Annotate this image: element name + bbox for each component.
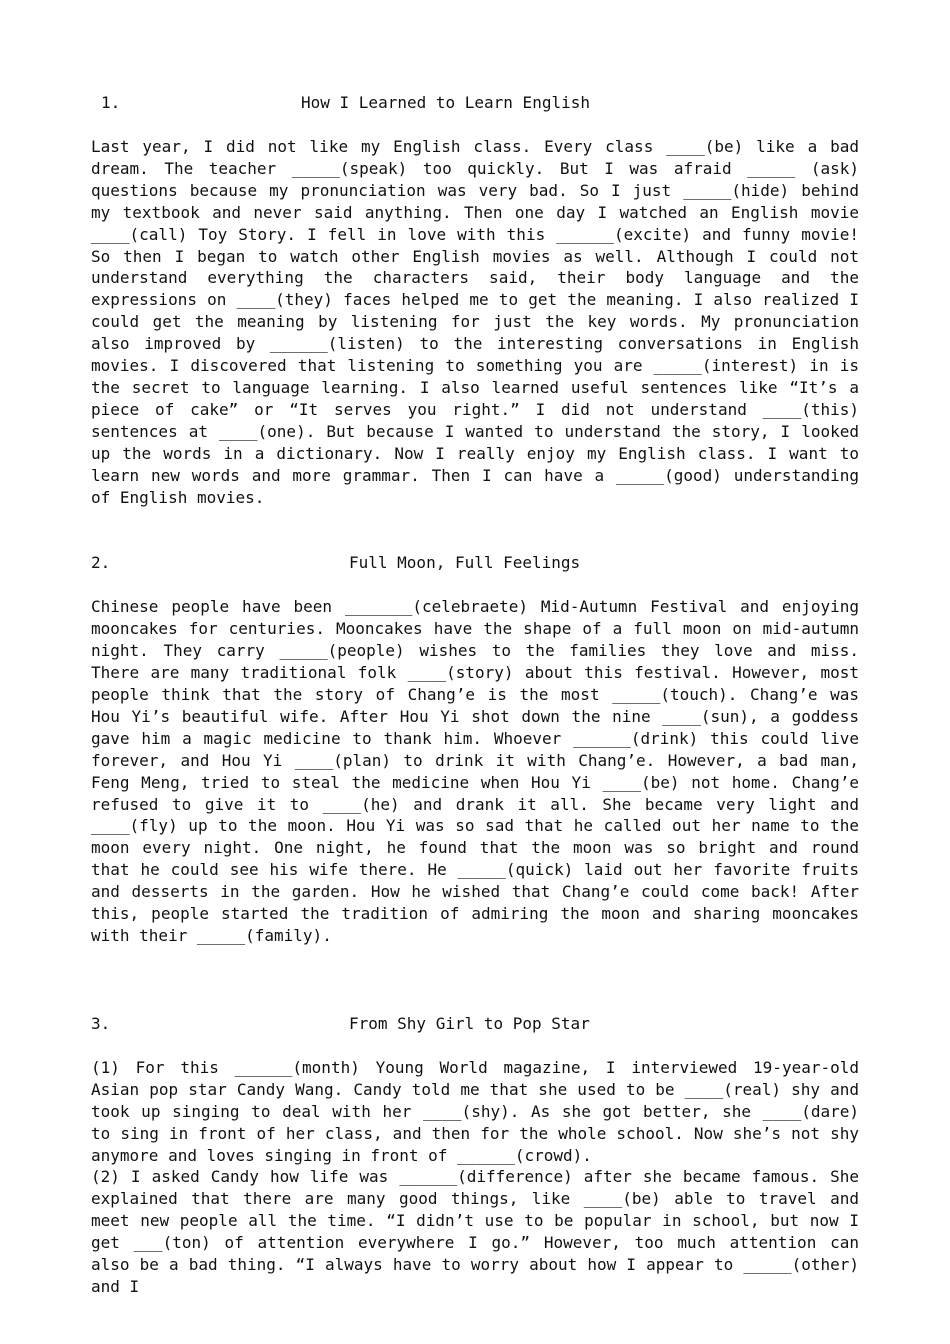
- paragraph: (1) For this ______(month) Young World magazine, I interviewed 19-year-old Asian pop star Candy Wang. Candy told me that she used to be ____(real) shy and took up singing to deal with her ____(shy). As she got better, she ____(dare) to sing in front of her class, and then for the whole school. Now she’s not shy anymore and loves singing in front of ______(crowd).: [91, 1057, 859, 1165]
- section-title: How I Learned to Learn English: [301, 93, 590, 112]
- section-heading: [91, 552, 859, 574]
- paragraph: (2) I asked Candy how life was ______(difference) after she became famous. She explained that there are many good things, like ____(be) able to travel and meet new people all the time. “I didn’t use to be popular in school, but now I get ___(ton) of attention everywhere I go.” However, too much attention can also be a bad thing. “I always have to worry about how I appear to _____(other) and I: [91, 1167, 859, 1296]
- document-page: [91, 92, 859, 1298]
- section-title: Full Moon, Full Feelings: [349, 553, 581, 573]
- paragraph: Last year, I did not like my English class. Every class ____(be) like a bad dream. The teacher _____(speak) too quickly. But I was afraid _____ (ask) questions because my pronunciation was very bad. So I just _____(hide) behind my textbook and never said anything. Then one day I watched an English movie ____(call) Toy Story. I fell in love with this ______(excite) and funny movie! So then I began to watch other English movies as well. Although I could not understand everything the characters said, their body language and the expressions on ____(they) faces helped me to get the meaning. I also realized I could get the meaning by listening for just the key words. My pronunciation also improved by ______(listen) to the interesting conversations in English movies. I discovered that listening to something you are _____(interest) in is the secret to language learning. I also learned useful sentences like “It’s a piece of cake” or “It serves you right.” I did not understand ____(this) sentences at ____(one). But because I wanted to understand the story, I looked up the words in a dictionary. Now I really enjoy my English class. I want to learn new words and more grammar. Then I can have a _____(good) understanding of English movies.: [91, 137, 859, 507]
- section-number: 1.: [101, 93, 121, 112]
- section-2: [91, 552, 859, 947]
- section-number: 3.: [91, 1013, 111, 1033]
- section-heading: [91, 1013, 859, 1035]
- section-3: [91, 1013, 859, 1298]
- paragraph: Chinese people have been _______(celebraete) Mid-Autumn Festival and enjoying mooncakes for centuries. Mooncakes have the shape of a full moon on mid-autumn night. They carry _____(people) wishes to the families they love and miss. There are many traditional folk ____(story) about this festival. However, most people think that the story of Chang’e is the most _____(touch). Chang’e was Hou Yi’s beautiful wife. After Hou Yi shot down the nine ____(sun), a goddess gave him a magic medicine to thank him. Whoever ______(drink) this could live forever, and Hou Yi ____(plan) to drink it with Chang’e. However, a bad man, Feng Meng, tried to steal the medicine when Hou Yi ____(be) not home. Chang’e refused to give it to ____(he) and drank it all. She became very light and ____(fly) up to the moon. Hou Yi was so sad that he called out her name to the moon every night. One night, he found that the moon was so bright and round that he could see his wife there. He _____(quick) laid out her favorite fruits and desserts in the garden. How he wished that Chang’e could come back! After this, people started the tradition of admiring the moon and sharing mooncakes with their _____(family).: [91, 597, 859, 945]
- section-1: [91, 92, 859, 508]
- section-title: From Shy Girl to Pop Star: [349, 1013, 590, 1033]
- section-number: 2.: [91, 553, 111, 573]
- section-heading: [91, 92, 859, 114]
